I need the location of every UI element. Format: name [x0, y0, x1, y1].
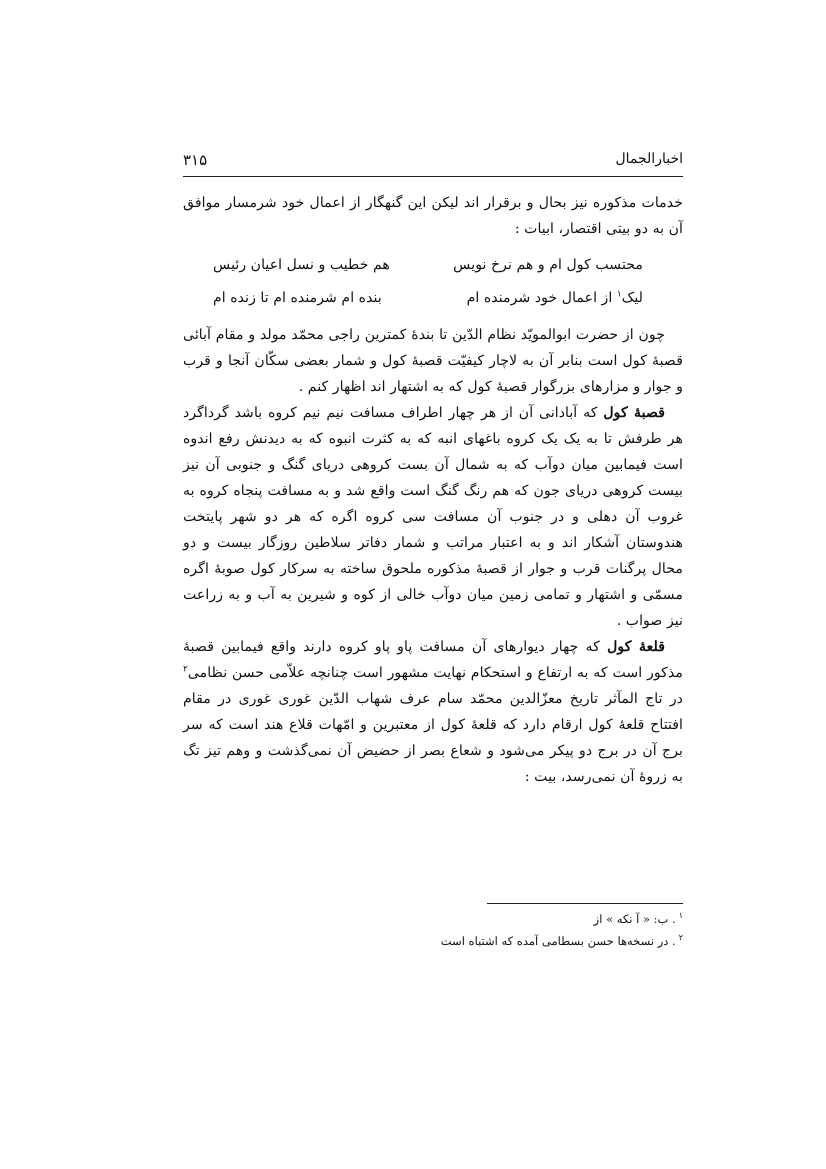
footnote	[183, 930, 683, 952]
footnote-text: . در نسخه‌ها حسن بسطامی آمده که اشتباه است	[440, 934, 676, 948]
verse-word: لیک	[621, 289, 643, 306]
paragraph-qasba-kol	[183, 400, 683, 634]
page-number: ۳۱۵	[183, 151, 208, 169]
verse-text: از اعمال خود شرمنده ام	[466, 289, 613, 306]
footnote-number: ۲	[678, 933, 683, 943]
running-header	[183, 151, 683, 173]
paragraph-text: در تاج المآثر تاریخ معزّالدین محمّد سام عرف شهاب الدّین غوری غوری در مقام افتتاح قلعهٔ کول ارقام دارد که قلعهٔ کول از معتبرین و امّهات قلاع هند است که سر برج آن در برج دو پیکر می‌شود و شعاع بصر از حضیض آن نمی‌گذشت و وهم تیز تگ به زروهٔ آن نمی‌رسد، بیت :	[183, 691, 683, 785]
footnote-number: ۱	[678, 911, 683, 921]
verse-hemistich: بنده ام شرمنده ام تا زنده ام	[213, 289, 382, 306]
section-lead-term: قصبهٔ کول	[603, 405, 666, 421]
footnote	[183, 908, 683, 930]
paragraph-text: که آبادانی آن از هر چهار اطراف مسافت نیم نیم کروه باشد گرداگرد هر طرفش تا به یک یک کروه باغهای انبه که به کثرت انبوه که به دیدنش رفع اندوه است فیمابین میان دوآب که به شمال آن بست کروهی دریای گنگ و جنوبی آن نیز بیست کروهی دریای جون که هم رنگ گنگ است واقع شد و به مسافت پنجاه کروه به غروب آن دهلی و در جنوب آن مسافت سی کروه اگره که هر دو شهر پایتخت هندوستان آشکار اند و به اعتبار مراتب و شمار دفاتر سلاطین روزگار بیست و دو محال پرگنات قرب و جوار از قصبهٔ مذکوره ملحوق ساخته به سرکار کول صوبهٔ اگره مسمّی و اشتهار و تمامی زمین میان دوآب خالی از کوه و شیرین به آب و به زراعت نیز صواب .	[183, 405, 683, 629]
footnote-marker: ۲	[183, 664, 188, 675]
intro-paragraph: خدمات مذکوره نیز بحال و برقرار اند لیکن این گنهگار از اعمال خود شرمسار موافق آن به دو بیتی اقتصار، ابیات :	[183, 195, 683, 237]
running-title: اخبارالجمال	[615, 151, 683, 167]
header-rule	[183, 176, 683, 177]
verse-hemistich: محتسب کول ام و هم نرخ نویس	[453, 256, 643, 273]
verse-hemistich: هم خطیب و نسل اعیان رئیس	[213, 256, 390, 273]
main-text	[183, 190, 683, 790]
verse-line-2	[183, 281, 683, 314]
section-lead-term: قلعهٔ کول	[607, 639, 665, 655]
verse-line-1	[183, 248, 683, 281]
verse-hemistich	[438, 285, 643, 311]
paragraph-qala-kol	[183, 634, 683, 790]
footnotes	[183, 908, 683, 952]
footnote-text: . ب: « آ نکه » از	[593, 912, 676, 926]
paragraph-genealogy: چون از حضرت ابوالمویّد نظام الدّین تا بندهٔ کمترین راجی محمّد مولد و مقام آبائی قصبهٔ کول است بنابر آن به لاچار کیفیّت قصبهٔ کول و شمار بعضی سکّان آنجا و قرب و جوار و مزارهای بزرگوار قصبهٔ کول که به اشتهار اند اظهار کنم .	[183, 327, 683, 395]
footnote-rule	[487, 903, 683, 904]
paragraph-text: که چهار دیوارهای آن مسافت پاو پاو کروه دارند واقع فیمابین قصبهٔ مذکور است که به ارتفاع و استحکام نهایت مشهور است چنانچه علاّمی حسن نظامی	[183, 639, 683, 681]
footnote-marker: ۱	[616, 288, 622, 299]
verse-block	[183, 248, 683, 314]
